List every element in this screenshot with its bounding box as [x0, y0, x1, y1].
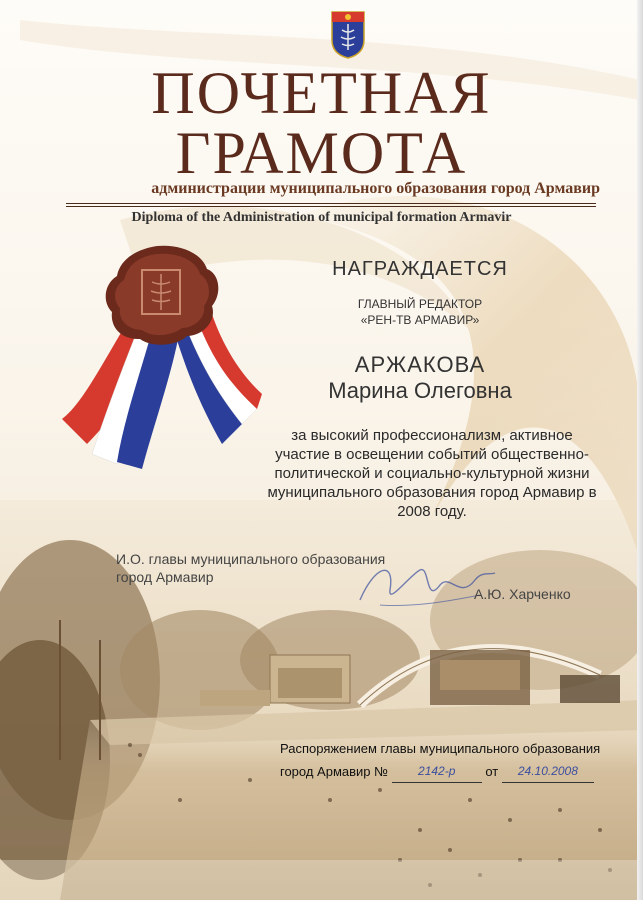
- position-line1: ГЛАВНЫЙ РЕДАКТОР: [357, 297, 483, 311]
- signatory-title-line1: И.О. главы муниципального образования: [116, 551, 386, 567]
- title-line1: ПОЧЕТНАЯ: [151, 60, 492, 126]
- award-reason: за высокий профессионализм, активное участие в освещении событий общественно-политической и социально-культурной жизни муниципального образования город Армавир в 2008 году.: [267, 427, 597, 520]
- position-line2: «РЕН-ТВ АРМАВИР»: [360, 313, 480, 327]
- decree-date-field: 24.10.2008: [502, 760, 594, 783]
- armavir-coat-of-arms-icon: [330, 10, 366, 60]
- recipient-surname: АРЖАКОВА: [354, 352, 486, 377]
- recipient-name: Марина Олеговна: [328, 378, 512, 403]
- divider-line: [66, 206, 596, 207]
- subtitle: администрации муниципального образования город Армавир: [151, 180, 600, 197]
- signatory-title: [116, 550, 385, 586]
- signatory-name: А.Ю. Харченко: [474, 586, 571, 602]
- divider-line: [66, 203, 596, 204]
- awarded-label: НАГРАЖДАЕТСЯ: [332, 258, 508, 280]
- handwritten-signature: [350, 545, 500, 625]
- decree-number-field: 2142-р: [392, 760, 482, 783]
- decree-line2: [280, 760, 620, 783]
- signatory-title-line2: город Армавир: [116, 569, 214, 585]
- decree-from-label: от: [485, 764, 499, 779]
- title-line2: ГРАМОТА: [175, 120, 468, 186]
- scan-edge: [637, 0, 643, 900]
- decree-city-label: город Армавир №: [280, 764, 389, 779]
- recipient-position: [230, 296, 610, 328]
- decree-reference: [280, 738, 620, 783]
- diploma-english-title: Diploma of the Administration of municipal formation Armavir: [131, 210, 512, 225]
- decree-line1: Распоряжением главы муниципального образования: [280, 741, 601, 756]
